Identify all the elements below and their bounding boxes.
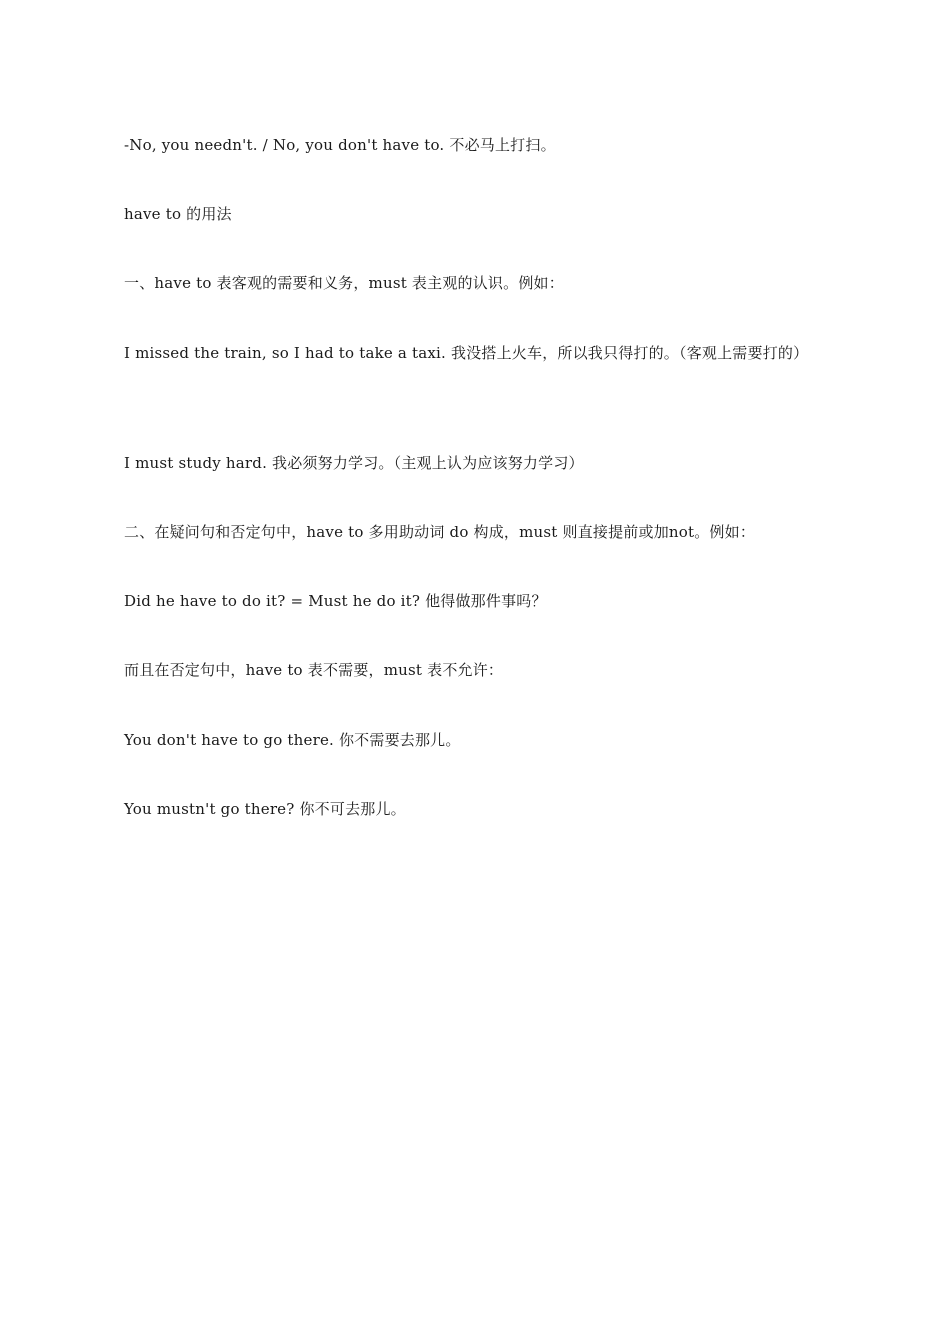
paragraph-example-study: I must study hard. 我必须努力学习。（主观上认为应该努力学习）	[124, 454, 584, 472]
paragraph-example-taxi: I missed the train, so I had to take a taxi. 我没搭上火车，所以我只得打的。（客观上需要打的）	[124, 344, 809, 362]
paragraph-answer-line: -No, you needn't. / No, you don't have to. 不必马上打扫。	[124, 136, 556, 154]
paragraph-negative-note: 而且在否定句中，have to 表不需要，must 表不允许：	[124, 661, 504, 679]
paragraph-point-one: 一、have to 表客观的需要和义务，must 表主观的认识。例如：	[124, 274, 564, 292]
paragraph-point-two: 二、在疑问句和否定句中，have to 多用助动词 do 构成，must 则直接提前或加not。例如：	[124, 523, 756, 541]
paragraph-example-mustnt: You mustn't go there? 你不可去那儿。	[124, 800, 406, 818]
paragraph-example-dont-have-to: You don't have to go there. 你不需要去那儿。	[124, 731, 461, 749]
paragraph-example-question: Did he have to do it? = Must he do it? 他得做那件事吗？	[124, 592, 547, 610]
section-heading-have-to-usage: have to 的用法	[124, 205, 232, 223]
